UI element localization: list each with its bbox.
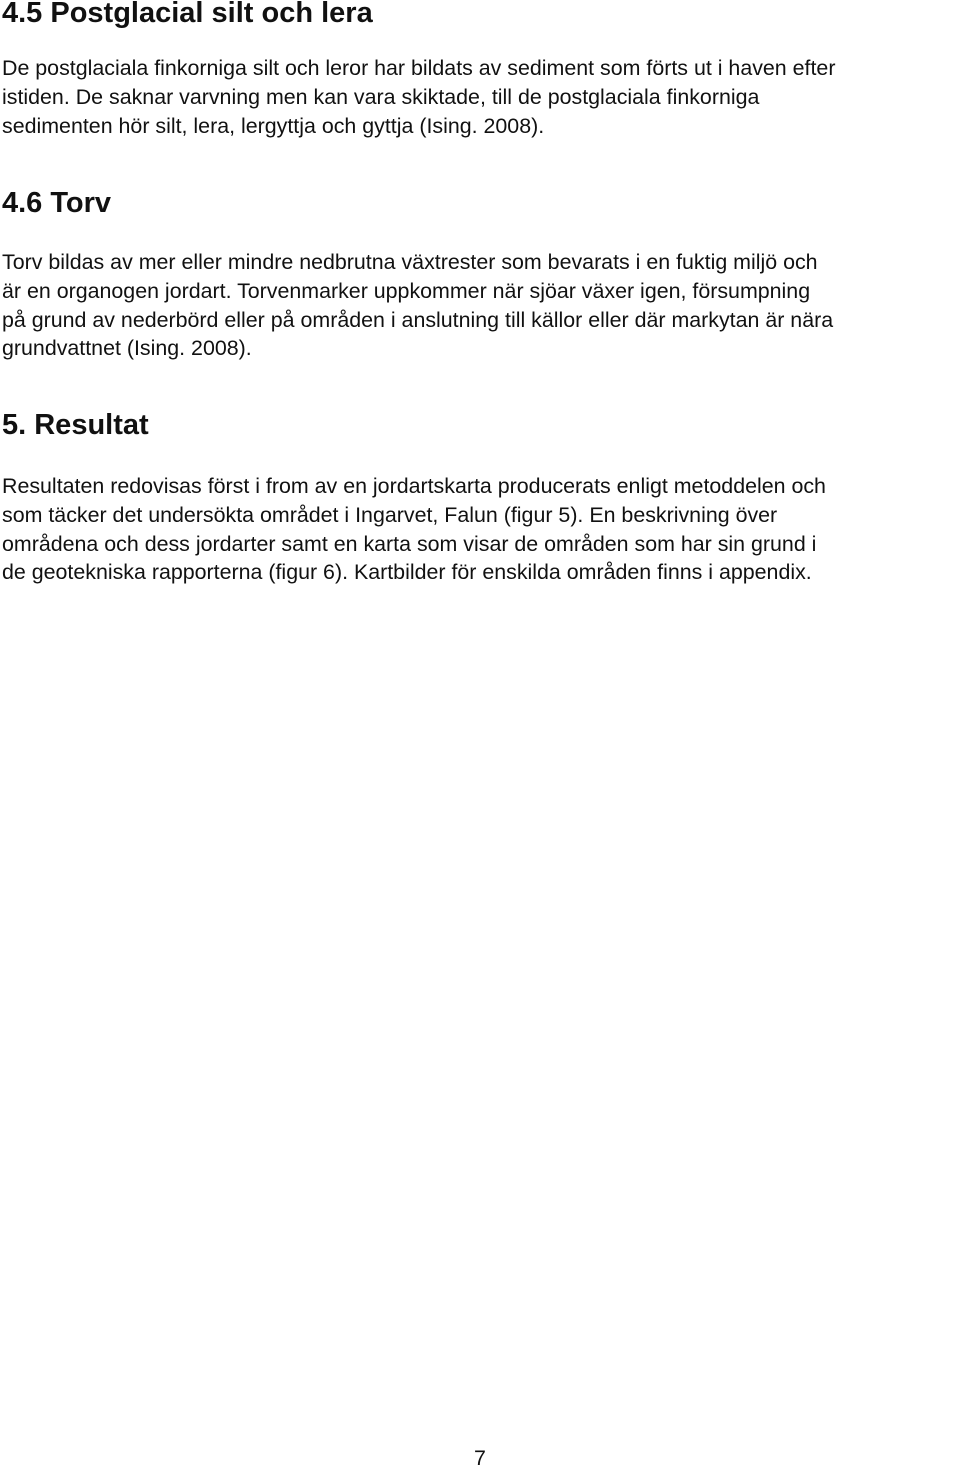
paragraph-line: De postglaciala finkorniga silt och leror har bildats av sediment som förts ut i haven efter [2, 56, 836, 80]
section-heading-postglacial-silt-och-lera: 4.5 Postglacial silt och lera [2, 0, 373, 29]
paragraph-line: som täcker det undersökta området i Ingarvet, Falun (figur 5). En beskrivning över [2, 502, 778, 527]
paragraph-line: istiden. De saknar varvning men kan vara skiktade, till de postglaciala finkorniga [2, 84, 760, 109]
section-heading-resultat: 5. Resultat [2, 409, 149, 441]
paragraph-line: på grund av nederbörd eller på områden i anslutning till källor eller där markytan är nära [2, 307, 834, 332]
paragraph-line: områdena och dess jordarter samt en karta som visar de områden som har sin grund i [2, 531, 817, 556]
paragraph-line: grundvattnet (Ising. 2008). [2, 336, 252, 361]
paragraph-line: Torv bildas av mer eller mindre nedbrutna växtrester som bevarats i en fuktig miljö och [2, 250, 818, 274]
section-heading-torv: 4.6 Torv [2, 187, 112, 219]
page-number: 7 [474, 1446, 486, 1470]
section-paragraph-torv [2, 248, 958, 363]
paragraph-line: Resultaten redovisas först i from av en jordartskarta producerats enligt metoddelen och [2, 474, 826, 498]
paragraph-line: sedimenten hör silt, lera, lergyttja och gyttja (Ising. 2008). [2, 113, 545, 138]
section-paragraph-resultat [2, 472, 958, 587]
paragraph-line: är en organogen jordart. Torvenmarker uppkommer när sjöar växer igen, försumpning [2, 278, 811, 303]
paragraph-line: de geotekniska rapporterna (figur 6). Kartbilder för enskilda områden finns i appendix. [2, 560, 812, 585]
section-paragraph-postglacial-silt-och-lera [2, 54, 958, 140]
